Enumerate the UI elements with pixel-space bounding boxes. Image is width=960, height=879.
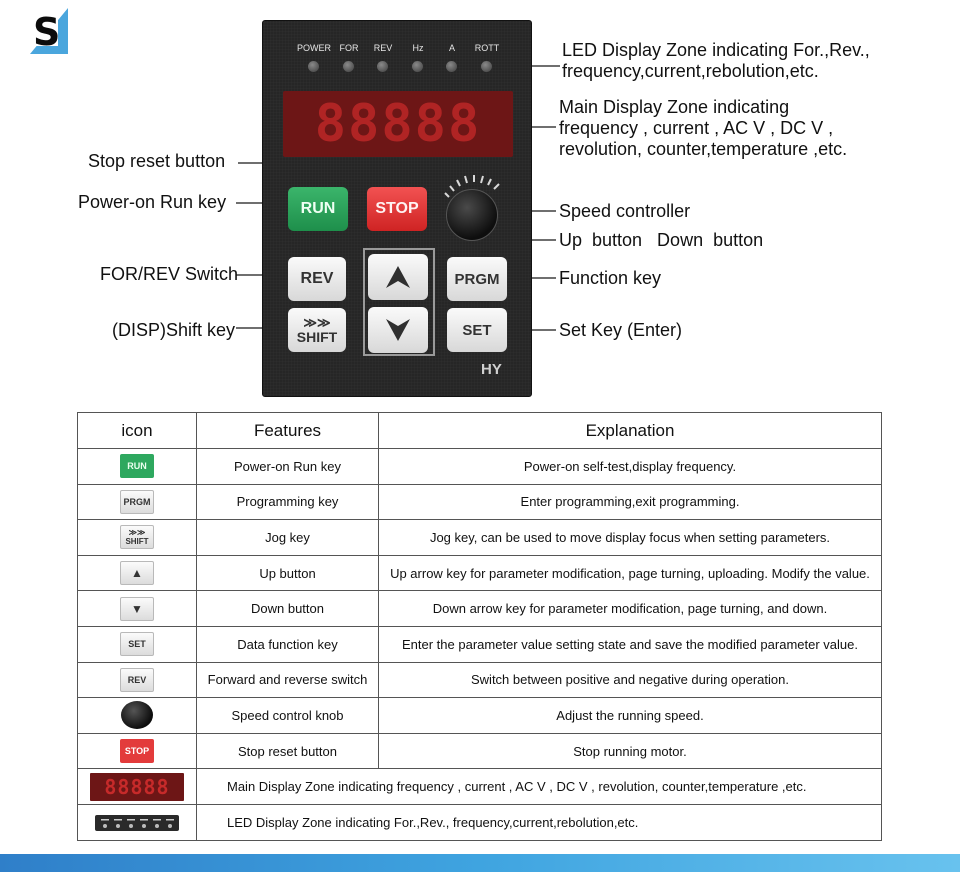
explanation-cell: Adjust the running speed. (379, 698, 882, 734)
callout-main-zone-line3: revolution, counter,temperature ,etc. (559, 139, 848, 159)
led-label-a: A (448, 43, 455, 53)
led-power (308, 61, 319, 72)
icon-cell (78, 449, 197, 485)
feature-cell: Up button (197, 555, 379, 591)
stop-key-icon: STOP (120, 739, 154, 763)
icon-cell (78, 733, 197, 769)
speed-knob[interactable] (446, 189, 498, 241)
callout-set-key: Set Key (Enter) (559, 320, 683, 340)
icon-cell (78, 662, 197, 698)
icon-cell (78, 698, 197, 734)
table-row (78, 662, 882, 698)
features-table (77, 412, 882, 841)
explanation-cell: Up arrow key for parameter modification, page turning, uploading. Modify the value. (379, 555, 882, 591)
explanation-cell: Power-on self-test,display frequency. (379, 449, 882, 485)
header-explanation: Explanation (379, 413, 882, 449)
callout-led-zone-line1: LED Display Zone indicating For.,Rev., (562, 40, 870, 60)
inverter-control-panel (262, 20, 532, 397)
up-arrow-icon: ▲ (120, 561, 154, 585)
icon-cell (78, 555, 197, 591)
explanation-cell: Down arrow key for parameter modification, page turning, and down. (379, 591, 882, 627)
table-row (78, 769, 882, 805)
rev-key[interactable]: REV (288, 257, 346, 301)
feature-cell: Power-on Run key (197, 449, 379, 485)
panel-brand: HY (481, 361, 502, 378)
icon-cell (78, 591, 197, 627)
callout-speed-controller: Speed controller (559, 201, 691, 221)
led-a (446, 61, 457, 72)
icon-cell (78, 804, 197, 840)
explanation-cell: Switch between positive and negative during operation. (379, 662, 882, 698)
table-row (78, 626, 882, 662)
feature-cell: Data function key (197, 626, 379, 662)
icon-cell (78, 626, 197, 662)
rev-key-icon: REV (120, 668, 154, 692)
led-label-rott: ROTT (474, 43, 500, 53)
shift-key[interactable] (288, 308, 346, 352)
icon-cell (78, 520, 197, 556)
display-icon: 88888 (90, 773, 184, 801)
merged-explanation-cell: Main Display Zone indicating frequency , current , AC V , DC V , revolution, counter,temperature ,etc. (197, 769, 882, 805)
feature-cell: Programming key (197, 484, 379, 520)
callout-led-zone-line2: frequency,current,rebolution,etc. (562, 61, 819, 81)
table-row (78, 555, 882, 591)
explanation-cell: Enter the parameter value setting state and save the modified parameter value. (379, 626, 882, 662)
merged-explanation-cell: LED Display Zone indicating For.,Rev., frequency,current,rebolution,etc. (197, 804, 882, 840)
up-arrow-icon (386, 266, 410, 288)
table-row (78, 591, 882, 627)
prgm-key[interactable]: PRGM (447, 257, 507, 301)
feature-cell: Down button (197, 591, 379, 627)
table-row (78, 484, 882, 520)
logo-letter: S (33, 10, 61, 54)
callout-power-on-run: Power-on Run key (78, 192, 227, 212)
shift-mini-arrows-icon: ≫≫ (128, 528, 146, 538)
icon-cell (78, 769, 197, 805)
run-key-icon: RUN (120, 454, 154, 478)
table-row (78, 449, 882, 485)
table-row (78, 520, 882, 556)
feature-cell: Jog key (197, 520, 379, 556)
explanation-cell: Stop running motor. (379, 733, 882, 769)
down-arrow-icon (386, 319, 410, 341)
main-display (283, 91, 513, 157)
table-row (78, 698, 882, 734)
led-label-hz: Hz (412, 43, 424, 53)
knob-icon (121, 701, 153, 729)
down-arrow-icon: ▼ (120, 597, 154, 621)
header-icon: icon (78, 413, 197, 449)
led-bar-dots-icon (95, 815, 179, 831)
callout-led-zone (562, 40, 870, 82)
up-key[interactable] (368, 254, 428, 300)
table-row (78, 733, 882, 769)
bottom-accent-bar (0, 854, 960, 872)
callout-stop-reset: Stop reset button (88, 151, 226, 171)
led-rev (377, 61, 388, 72)
explanation-cell: Jog key, can be used to move display focus when setting parameters. (379, 520, 882, 556)
prgm-key-icon: PRGM (120, 490, 154, 514)
callout-for-rev: FOR/REV Switch (100, 264, 239, 284)
callout-disp-shift: (DISP)Shift key (112, 320, 236, 340)
set-key-icon: SET (120, 632, 154, 656)
callout-main-zone-line1: Main Display Zone indicating (559, 97, 790, 117)
down-key[interactable] (368, 307, 428, 353)
brand-logo (20, 8, 68, 54)
header-features: Features (197, 413, 379, 449)
feature-cell: Speed control knob (197, 698, 379, 734)
shift-arrows-icon: ≫≫ (303, 315, 331, 330)
shift-label: SHIFT (296, 329, 338, 345)
led-label-rev: REV (373, 43, 393, 53)
table-row (78, 804, 882, 840)
led-rott (481, 61, 492, 72)
stop-key[interactable]: STOP (367, 187, 427, 231)
shift-mini-label: SHIFT (125, 537, 149, 547)
led-hz (412, 61, 423, 72)
icon-cell (78, 484, 197, 520)
table-header-row (78, 413, 882, 449)
shift-key-icon (120, 525, 154, 549)
explanation-cell: Enter programming,exit programming. (379, 484, 882, 520)
run-key[interactable]: RUN (288, 187, 348, 231)
led-for (343, 61, 354, 72)
callout-main-zone-line2: frequency , current , AC V , DC V , (559, 118, 834, 138)
callout-up-down: Up button Down button (559, 230, 764, 250)
led-bar-icon (95, 815, 179, 831)
callout-function-key: Function key (559, 268, 662, 288)
feature-cell: Forward and reverse switch (197, 662, 379, 698)
display-digits: 88888 (314, 94, 482, 154)
set-key[interactable]: SET (447, 308, 507, 352)
led-label-for: FOR (339, 43, 359, 53)
callout-main-zone (559, 97, 847, 160)
led-label-power: POWER (296, 43, 331, 53)
feature-cell: Stop reset button (197, 733, 379, 769)
